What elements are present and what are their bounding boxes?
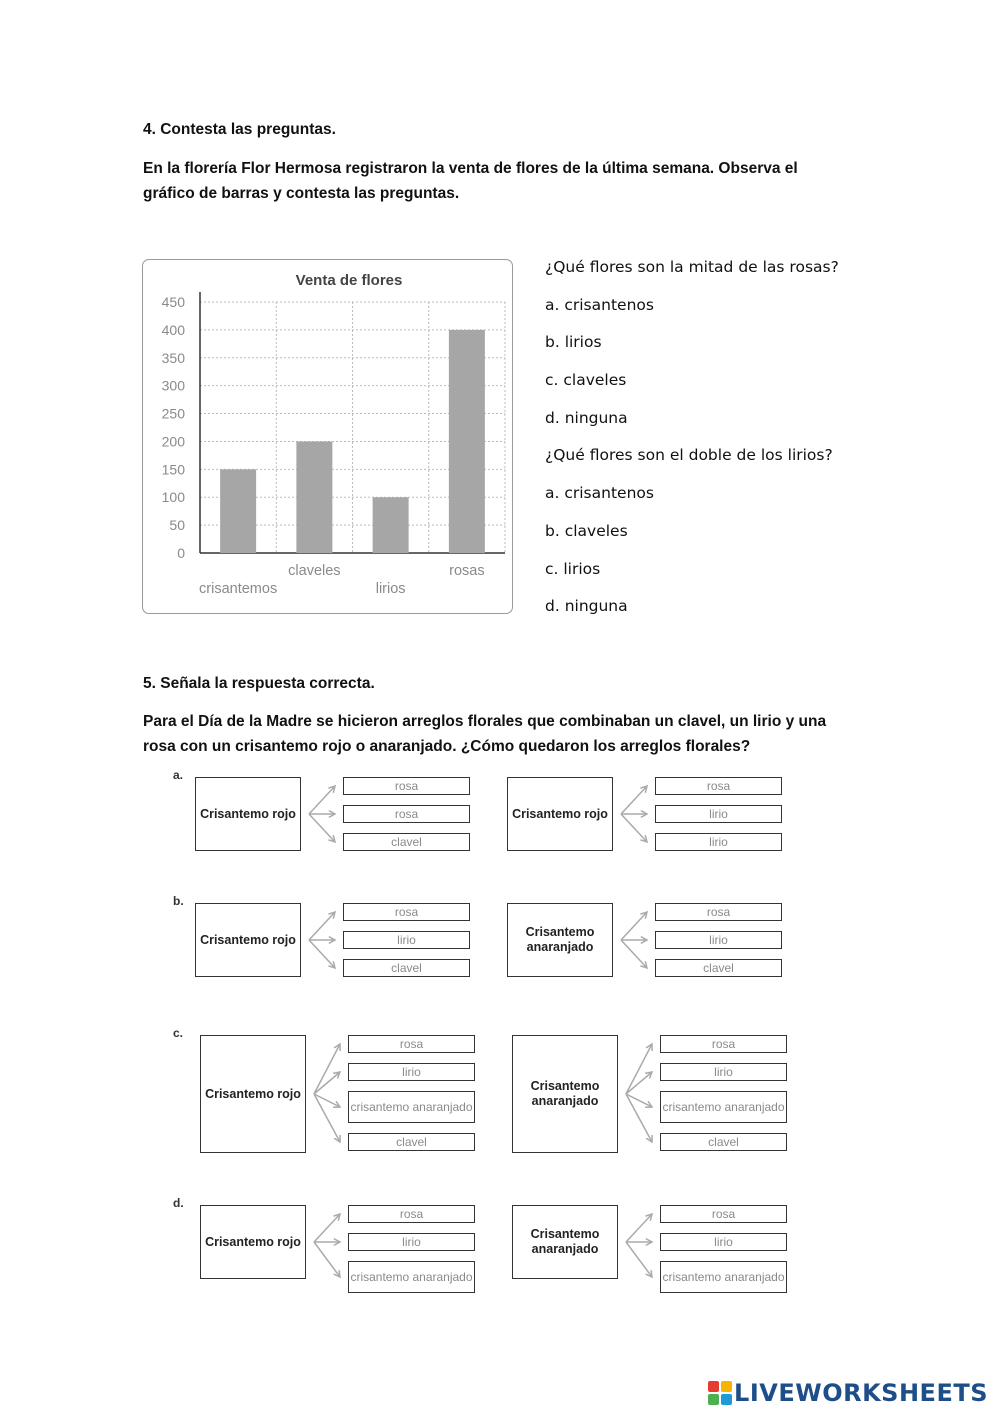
branch-arrows xyxy=(301,772,343,862)
q1-option-d[interactable]: d. ninguna xyxy=(545,409,628,427)
bar-claveles xyxy=(296,441,332,553)
x-tick-label: rosas xyxy=(449,563,485,579)
item-box: crisantemo anaranjado xyxy=(660,1261,787,1293)
item-box: rosa xyxy=(660,1205,787,1223)
y-tick-label: 0 xyxy=(177,545,185,561)
item-box: rosa xyxy=(343,777,470,795)
item-box: rosa xyxy=(343,903,470,921)
y-tick-label: 150 xyxy=(161,461,185,478)
y-tick-label: 100 xyxy=(161,489,185,506)
item-box: crisantemo anaranjado xyxy=(348,1091,475,1123)
item-box: lirio xyxy=(655,805,782,823)
branch-arrows xyxy=(618,1030,660,1170)
item-box: rosa xyxy=(343,805,470,823)
arrow-line xyxy=(309,912,335,940)
main-box-right[interactable]: Crisantemo anaranjado xyxy=(512,1205,618,1279)
chart-title: Venta de flores xyxy=(295,272,403,289)
y-tick-label: 250 xyxy=(161,405,185,422)
q4-text xyxy=(143,156,863,206)
item-box: lirio xyxy=(348,1063,475,1081)
item-box: clavel xyxy=(655,959,782,977)
arrow-line xyxy=(621,940,647,968)
logo-text: LIVEWORKSHEETS xyxy=(734,1379,988,1407)
q4-text-line2: gráfico de barras y contesta las preguntas. xyxy=(143,185,460,202)
item-box: lirio xyxy=(660,1233,787,1251)
main-box-right[interactable]: Crisantemo anaranjado xyxy=(512,1035,618,1153)
branch-arrows xyxy=(613,898,655,988)
y-tick-label: 350 xyxy=(161,349,185,366)
bar-lirios xyxy=(373,497,409,553)
arrow-line xyxy=(621,786,647,814)
branch-arrows xyxy=(618,1200,660,1290)
item-box: lirio xyxy=(660,1063,787,1081)
set-letter-a[interactable]: a. xyxy=(173,768,184,782)
set-letter-b[interactable]: b. xyxy=(173,894,184,908)
item-box: rosa xyxy=(348,1205,475,1223)
item-box: rosa xyxy=(660,1035,787,1053)
logo-square-2 xyxy=(721,1381,732,1392)
q4-text-line1: En la florería Flor Hermosa registraron la venta de flores de la última semana. Observa el xyxy=(143,160,798,177)
main-box-right[interactable]: Crisantemo anaranjado xyxy=(507,903,613,977)
y-tick-label: 300 xyxy=(161,377,185,394)
liveworksheets-logo-icon xyxy=(708,1381,732,1405)
arrow-line xyxy=(626,1242,652,1277)
item-box: clavel xyxy=(343,833,470,851)
item-box: clavel xyxy=(660,1133,787,1151)
main-box-left[interactable]: Crisantemo rojo xyxy=(200,1035,306,1153)
logo-square-4 xyxy=(721,1394,732,1405)
arrow-line xyxy=(314,1242,340,1277)
main-box-left[interactable]: Crisantemo rojo xyxy=(195,903,301,977)
item-box: rosa xyxy=(655,777,782,795)
item-box: clavel xyxy=(343,959,470,977)
q2-option-b[interactable]: b. claveles xyxy=(545,522,628,540)
arrow-line xyxy=(626,1044,652,1094)
arrow-line xyxy=(626,1072,652,1094)
chart-frame xyxy=(142,259,513,614)
item-box: lirio xyxy=(348,1233,475,1251)
item-box: lirio xyxy=(343,931,470,949)
item-box: rosa xyxy=(348,1035,475,1053)
q5-text-line2: rosa con un crisantemo rojo o anaranjado. ¿Cómo quedaron los arreglos florales? xyxy=(143,738,751,755)
bar-crisantemos xyxy=(220,469,256,553)
arrow-line xyxy=(314,1044,340,1094)
q4-title: 4. Contesta las preguntas. xyxy=(143,121,336,138)
main-box-left[interactable]: Crisantemo rojo xyxy=(200,1205,306,1279)
x-tick-label: crisantemos xyxy=(199,581,278,597)
item-box: clavel xyxy=(348,1133,475,1151)
item-box: crisantemo anaranjado xyxy=(348,1261,475,1293)
y-tick-label: 400 xyxy=(161,321,185,338)
y-tick-label: 50 xyxy=(169,517,185,534)
main-box-left[interactable]: Crisantemo rojo xyxy=(195,777,301,851)
branch-arrows xyxy=(306,1030,348,1170)
y-tick-label: 450 xyxy=(161,294,185,310)
logo-square-1 xyxy=(708,1381,719,1392)
arrow-line xyxy=(314,1072,340,1094)
main-box-right[interactable]: Crisantemo rojo xyxy=(507,777,613,851)
arrow-line xyxy=(309,814,335,842)
q1-option-b[interactable]: b. lirios xyxy=(545,333,602,351)
liveworksheets-logo xyxy=(708,1379,988,1407)
q5-title: 5. Señala la respuesta correcta. xyxy=(143,675,375,692)
branch-arrows xyxy=(301,898,343,988)
q2-option-d[interactable]: d. ninguna xyxy=(545,597,628,615)
item-box: lirio xyxy=(655,833,782,851)
arrow-line xyxy=(621,912,647,940)
q5-text xyxy=(143,709,863,759)
arrow-line xyxy=(309,940,335,968)
x-tick-label: claveles xyxy=(288,563,341,579)
q2-option-a[interactable]: a. crisantenos xyxy=(545,484,654,502)
q1-option-c[interactable]: c. claveles xyxy=(545,371,627,389)
arrow-line xyxy=(314,1214,340,1242)
q1-option-a[interactable]: a. crisantenos xyxy=(545,296,654,314)
arrow-line xyxy=(309,786,335,814)
item-box: lirio xyxy=(655,931,782,949)
arrow-line xyxy=(621,814,647,842)
q5-text-line1: Para el Día de la Madre se hicieron arreglos florales que combinaban un clavel, un lirio y una xyxy=(143,713,827,730)
branch-arrows xyxy=(306,1200,348,1290)
set-letter-c[interactable]: c. xyxy=(173,1026,184,1040)
branch-arrows xyxy=(613,772,655,862)
x-tick-label: lirios xyxy=(375,581,406,597)
q2-option-c[interactable]: c. lirios xyxy=(545,560,601,578)
item-box: crisantemo anaranjado xyxy=(660,1091,787,1123)
q4-question-1: ¿Qué flores son la mitad de las rosas? xyxy=(545,258,839,276)
item-box: rosa xyxy=(655,903,782,921)
logo-square-3 xyxy=(708,1394,719,1405)
y-tick-label: 200 xyxy=(161,433,185,450)
set-letter-d[interactable]: d. xyxy=(173,1196,184,1210)
q4-question-2: ¿Qué flores son el doble de los lirios? xyxy=(545,446,833,464)
arrow-line xyxy=(626,1214,652,1242)
bar-rosas xyxy=(449,330,485,553)
bar-chart xyxy=(143,260,511,612)
